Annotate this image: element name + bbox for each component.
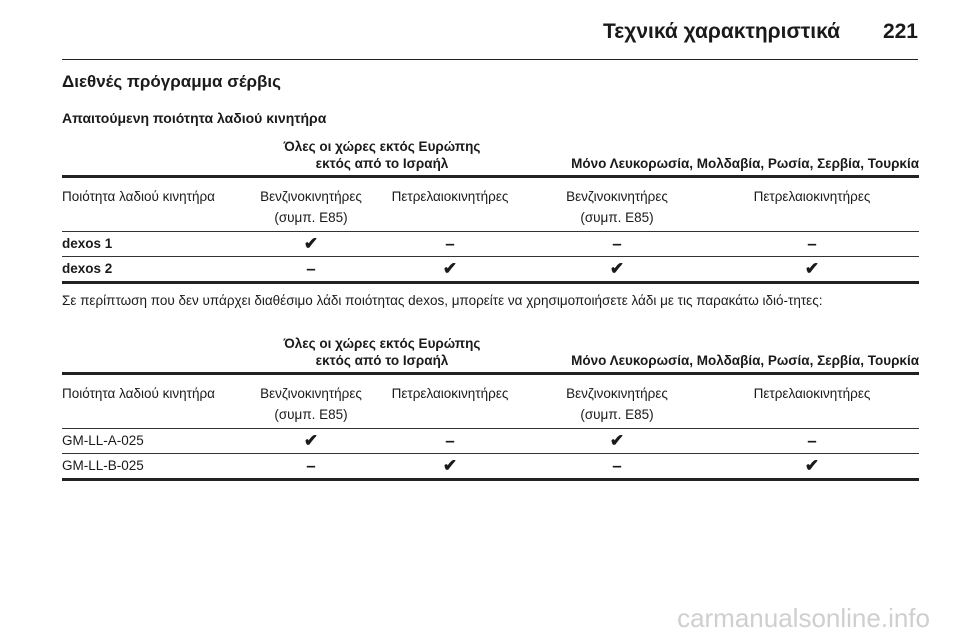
group-header-specific-countries: Μόνο Λευκορωσία, Μολδαβία, Ρωσία, Σερβία, Τουρκία [571, 353, 919, 368]
row-label: GM-LL-B-025 [62, 458, 144, 473]
table-group-header [62, 328, 919, 375]
header-quality: Ποιότητα λαδιού κινητήρα [62, 386, 215, 401]
group-header-specific-countries: Μόνο Λευκορωσία, Μολδαβία, Ρωσία, Σερβία, Τουρκία [571, 156, 919, 171]
header-quality: Ποιότητα λαδιού κινητήρα [62, 189, 215, 204]
status-mark: ✔ [804, 259, 820, 278]
status-mark: ✔ [609, 259, 625, 278]
status-mark: ✔ [442, 456, 458, 475]
table-sub-header [62, 375, 919, 429]
header-gasoline: Βενζινοκινητήρες (συμπ. E85) [566, 386, 668, 422]
status-mark: – [306, 259, 316, 278]
group-header-outside-europe: Όλες οι χώρες εκτός Ευρώπης εκτός από το Ισραήλ [283, 336, 481, 368]
row-label: GM-LL-A-025 [62, 433, 144, 448]
header-diesel: Πετρελαιοκινητήρες [753, 386, 871, 401]
page-header [62, 14, 918, 60]
header-gasoline: Βενζινοκινητήρες (συμπ. E85) [260, 189, 362, 225]
table-row [62, 257, 919, 284]
status-mark: ✔ [303, 234, 319, 253]
status-mark: – [445, 234, 455, 253]
group-header-outside-europe: Όλες οι χώρες εκτός Ευρώπης εκτός από το Ισραήλ [283, 139, 481, 171]
header-gasoline: Βενζινοκινητήρες (συμπ. E85) [566, 189, 668, 225]
header-diesel: Πετρελαιοκινητήρες [391, 386, 509, 401]
status-mark: – [612, 456, 622, 475]
status-mark: ✔ [804, 456, 820, 475]
header-diesel: Πετρελαιοκινητήρες [391, 189, 509, 204]
table-row [62, 454, 919, 481]
status-mark: ✔ [609, 431, 625, 450]
status-mark: – [445, 431, 455, 450]
watermark: carmanualsonline.info [677, 603, 930, 633]
status-mark: – [807, 234, 817, 253]
status-mark: – [612, 234, 622, 253]
section-title: Διεθνές πρόγραμμα σέρβις [62, 72, 281, 91]
header-gasoline: Βενζινοκινητήρες (συμπ. E85) [260, 386, 362, 422]
status-mark: – [807, 431, 817, 450]
header-diesel: Πετρελαιοκινητήρες [753, 189, 871, 204]
oil-quality-table-gm-ll [62, 328, 919, 481]
page-number: 221 [882, 20, 918, 43]
oil-quality-table-dexos [62, 131, 919, 284]
row-label: dexos 2 [62, 261, 113, 276]
header-title: Τεχνικά χαρακτηριστικά [603, 20, 840, 43]
subsection-title: Απαιτούμενη ποιότητα λαδιού κινητήρα [62, 110, 327, 126]
table-row [62, 429, 919, 454]
alternative-oil-note: Σε περίπτωση που δεν υπάρχει διαθέσιμο λάδι ποιότητας dexos, μπορείτε να χρησιμοποιήσετε λάδι με τις παρακάτω ιδιό-τητες: [62, 293, 823, 308]
table-group-header [62, 131, 919, 178]
table-sub-header [62, 178, 919, 232]
status-mark: ✔ [303, 431, 319, 450]
status-mark: – [306, 456, 316, 475]
table-row [62, 232, 919, 257]
row-label: dexos 1 [62, 236, 113, 251]
status-mark: ✔ [442, 259, 458, 278]
